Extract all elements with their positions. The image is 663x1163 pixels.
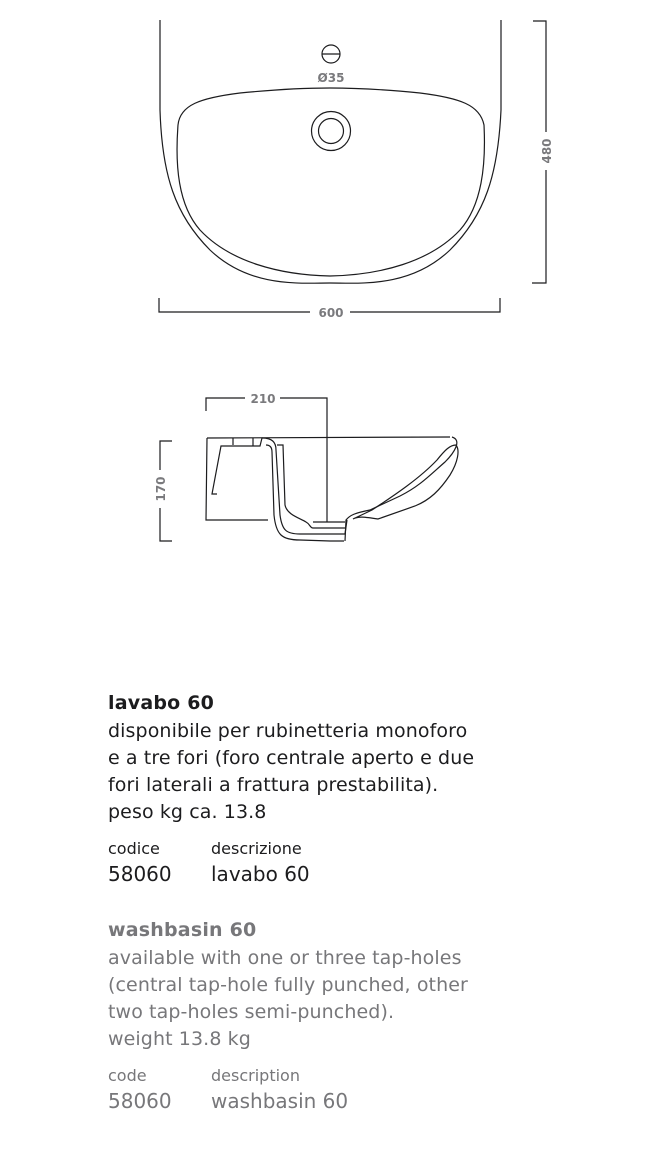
offset-dimension-label: 210 [250,392,276,406]
depth-dimension-label: 480 [540,138,554,164]
product-description: washbasin 60 [211,1089,349,1113]
header-code: codice [108,839,160,858]
english-table-header [108,1066,508,1085]
english-title: washbasin 60 [108,919,257,941]
drain-inner-icon [319,119,344,144]
italian-title: lavabo 60 [108,692,215,714]
drain-outer-icon [312,112,351,151]
basin-outer-outline [160,20,501,283]
hole-diameter-label: Ø35 [317,71,345,85]
english-description-line: two tap-holes semi-punched). [108,1001,395,1023]
width-dimension-label: 600 [318,306,344,320]
top-view-drawing [159,20,546,312]
side-view-drawing [160,398,458,541]
english-description-line: (central tap-hole fully punched, other [108,974,468,996]
header-description: descrizione [211,839,302,858]
product-code: 58060 [108,862,172,886]
italian-weight: peso kg ca. 13.8 [108,801,267,823]
english-weight: weight 13.8 kg [108,1028,251,1050]
height-dimension-label: 170 [154,476,168,502]
english-description-line: available with one or three tap-holes [108,947,462,969]
product-code: 58060 [108,1089,172,1113]
header-code: code [108,1066,147,1085]
header-description: description [211,1066,300,1085]
italian-description-line: disponibile per rubinetteria monoforo [108,720,468,742]
italian-table-header [108,839,508,858]
table-row [108,1089,508,1113]
table-row [108,862,508,886]
product-description: lavabo 60 [211,862,310,886]
offset-dimension-line [206,398,327,522]
bowl-inner-rim [177,88,484,276]
italian-description-line: e a tre fori (foro centrale aperto e due [108,747,475,769]
italian-description-line: fori laterali a frattura prestabilita). [108,774,439,796]
